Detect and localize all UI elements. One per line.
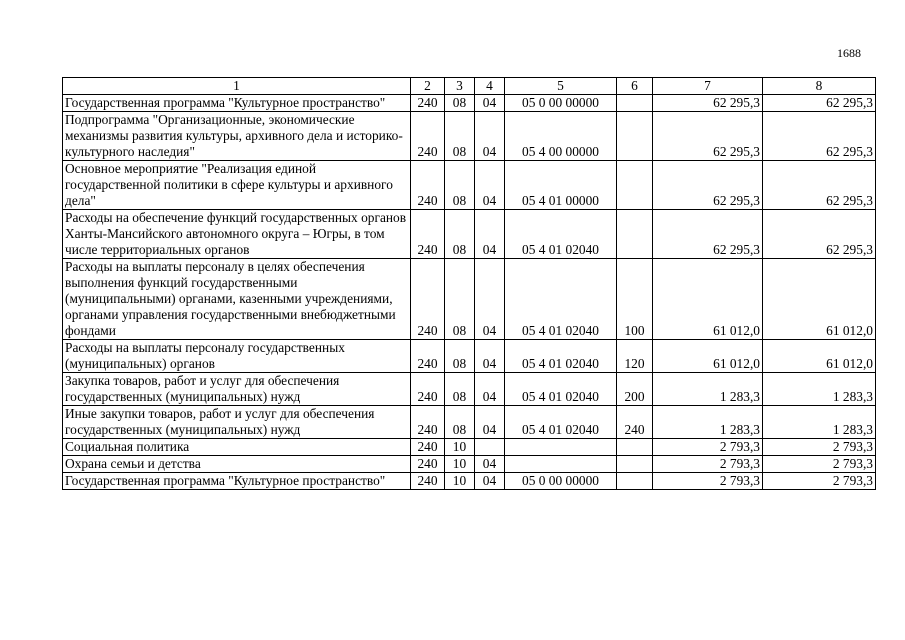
row-ved: 240 [411,406,445,439]
row-pr [475,439,505,456]
row-ved: 240 [411,373,445,406]
row-sum-1: 1 283,3 [653,373,763,406]
page-number: 1688 [837,46,861,60]
row-csr: 05 4 01 02040 [505,210,617,259]
row-sum-1: 62 295,3 [653,112,763,161]
row-ved: 240 [411,259,445,340]
row-rz: 08 [445,259,475,340]
row-csr: 05 0 00 00000 [505,95,617,112]
row-pr: 04 [475,340,505,373]
row-rz: 08 [445,112,475,161]
table-row [63,439,876,456]
row-vr [617,456,653,473]
row-vr [617,112,653,161]
row-pr: 04 [475,456,505,473]
budget-table [62,77,876,490]
row-name: Государственная программа "Культурное пространство" [63,473,411,490]
row-pr: 04 [475,161,505,210]
row-rz: 10 [445,456,475,473]
row-csr: 05 4 01 02040 [505,373,617,406]
row-sum-2: 1 283,3 [763,373,876,406]
row-rz: 08 [445,406,475,439]
column-header: 2 [411,78,445,95]
row-name: Расходы на выплаты персоналу в целях обеспечения выполнения функций государственными (муниципальными) органами, казенными учреждениями, органами управления государственными внебюджетными фондами [63,259,411,340]
column-header: 7 [653,78,763,95]
row-rz: 10 [445,439,475,456]
row-name: Расходы на обеспечение функций государственных органов Ханты-Мансийского автономного округа – Югры, в том числе территориальных органов [63,210,411,259]
row-name: Расходы на выплаты персоналу государственных (муниципальных) органов [63,340,411,373]
row-name: Основное мероприятие "Реализация единой государственной политики в сфере культуры и архивного дела" [63,161,411,210]
row-name: Охрана семьи и детства [63,456,411,473]
row-pr: 04 [475,112,505,161]
column-header: 3 [445,78,475,95]
row-csr [505,456,617,473]
table-row [63,161,876,210]
row-sum-1: 2 793,3 [653,473,763,490]
row-vr [617,439,653,456]
row-name: Закупка товаров, работ и услуг для обеспечения государственных (муниципальных) нужд [63,373,411,406]
row-sum-1: 2 793,3 [653,439,763,456]
row-csr: 05 4 01 02040 [505,259,617,340]
table-header-row [63,78,876,95]
row-vr: 100 [617,259,653,340]
row-pr: 04 [475,95,505,112]
row-name: Иные закупки товаров, работ и услуг для обеспечения государственных (муниципальных) нужд [63,406,411,439]
row-pr: 04 [475,373,505,406]
table-row [63,373,876,406]
row-sum-1: 1 283,3 [653,406,763,439]
row-ved: 240 [411,439,445,456]
column-header: 1 [63,78,411,95]
row-sum-1: 61 012,0 [653,340,763,373]
table-row [63,112,876,161]
row-rz: 08 [445,373,475,406]
row-csr: 05 4 00 00000 [505,112,617,161]
row-sum-1: 62 295,3 [653,210,763,259]
table-row [63,406,876,439]
row-csr: 05 4 01 02040 [505,406,617,439]
row-vr [617,95,653,112]
row-sum-2: 62 295,3 [763,210,876,259]
row-csr: 05 0 00 00000 [505,473,617,490]
row-pr: 04 [475,473,505,490]
row-ved: 240 [411,112,445,161]
row-rz: 08 [445,210,475,259]
row-ved: 240 [411,95,445,112]
column-header: 4 [475,78,505,95]
row-sum-2: 62 295,3 [763,95,876,112]
row-sum-1: 62 295,3 [653,95,763,112]
row-rz: 08 [445,95,475,112]
row-pr: 04 [475,210,505,259]
row-rz: 08 [445,161,475,210]
row-vr [617,473,653,490]
row-sum-2: 61 012,0 [763,259,876,340]
row-sum-2: 2 793,3 [763,439,876,456]
row-ved: 240 [411,340,445,373]
row-sum-2: 62 295,3 [763,161,876,210]
row-csr: 05 4 01 02040 [505,340,617,373]
table-row [63,456,876,473]
row-sum-1: 2 793,3 [653,456,763,473]
row-ved: 240 [411,210,445,259]
row-ved: 240 [411,161,445,210]
row-sum-2: 2 793,3 [763,473,876,490]
row-sum-2: 61 012,0 [763,340,876,373]
row-vr [617,161,653,210]
row-name: Государственная программа "Культурное пространство" [63,95,411,112]
row-sum-1: 61 012,0 [653,259,763,340]
row-sum-1: 62 295,3 [653,161,763,210]
row-sum-2: 1 283,3 [763,406,876,439]
row-name: Подпрограмма "Организационные, экономические механизмы развития культуры, архивного дела и историко-культурного наследия" [63,112,411,161]
row-rz: 08 [445,340,475,373]
table-row [63,259,876,340]
row-vr: 200 [617,373,653,406]
table-row [63,473,876,490]
row-csr [505,439,617,456]
row-vr: 120 [617,340,653,373]
row-csr: 05 4 01 00000 [505,161,617,210]
table-row [63,95,876,112]
row-vr [617,210,653,259]
table-row [63,340,876,373]
column-header: 6 [617,78,653,95]
column-header: 8 [763,78,876,95]
row-pr: 04 [475,259,505,340]
row-rz: 10 [445,473,475,490]
row-sum-2: 2 793,3 [763,456,876,473]
column-header: 5 [505,78,617,95]
row-pr: 04 [475,406,505,439]
row-sum-2: 62 295,3 [763,112,876,161]
row-ved: 240 [411,456,445,473]
row-ved: 240 [411,473,445,490]
row-name: Социальная политика [63,439,411,456]
row-vr: 240 [617,406,653,439]
table-row [63,210,876,259]
